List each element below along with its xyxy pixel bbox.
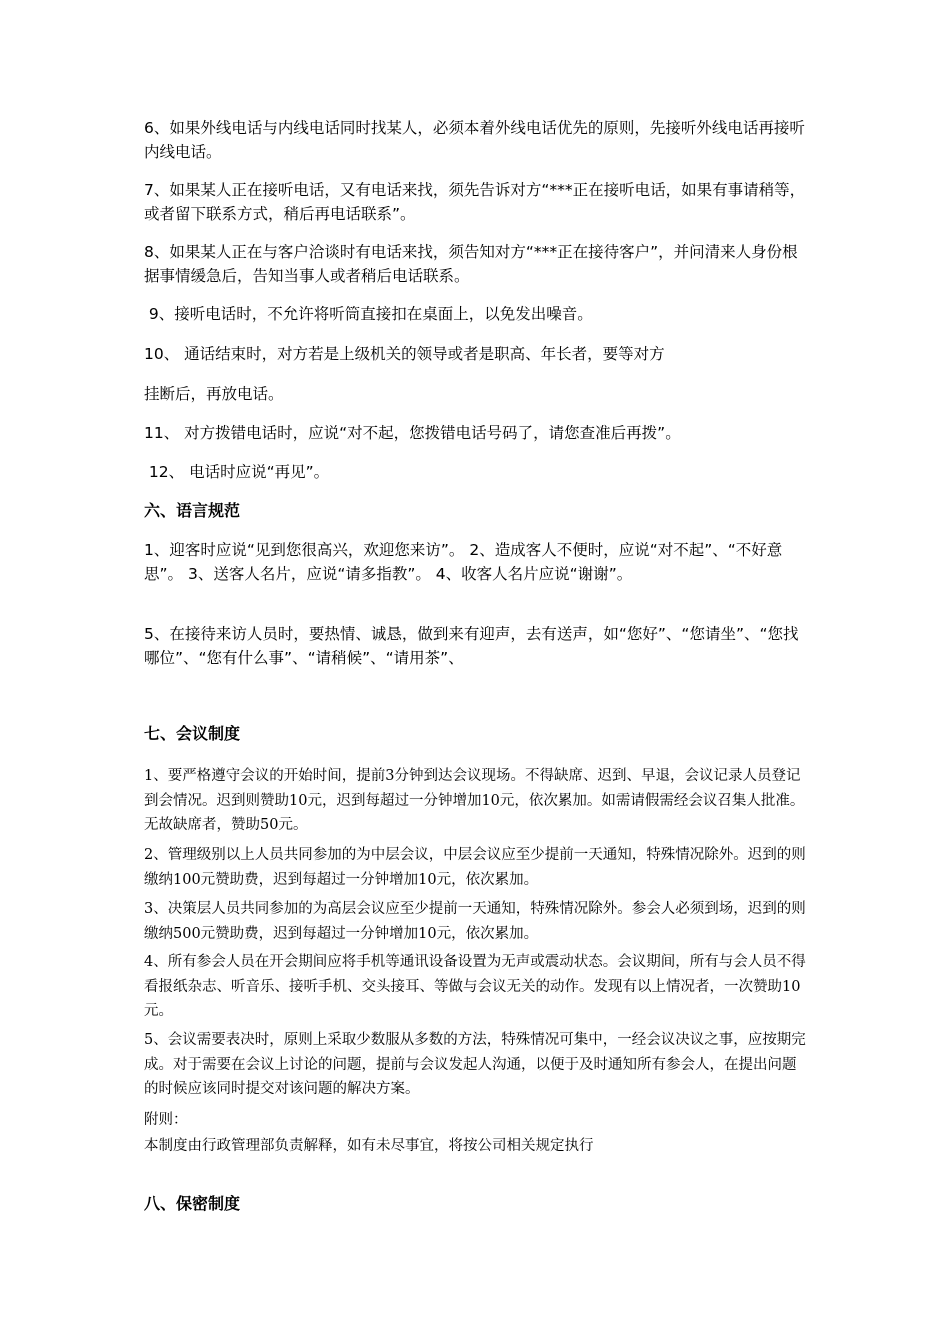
section-heading-language: 六、语言规范 xyxy=(144,501,241,520)
section-heading-confidentiality: 八、保密制度 xyxy=(144,1194,241,1213)
paragraph-meeting-5: 5、会议需要表决时，原则上采取少数服从多数的方法，特殊情况可集中，一经会议决议之事，应按期完成。对于需要在会议上讨论的问题，提前与会议发起人沟通，以便于及时通知所有参会人，在提出问题的时候应该同时提交对该问题的解决方案。 xyxy=(144,1032,806,1097)
paragraph-rule-12: 12、 电话时应说“再见”。 xyxy=(144,463,330,481)
paragraph-meeting-2: 2、管理级别以上人员共同参加的为中层会议，中层会议应至少提前一天通知，特殊情况除外。迟到的则缴纳100元赞助费，迟到每超过一分钟增加10元，依次累加。 xyxy=(144,847,806,888)
paragraph-rule-10: 10、 通话结束时，对方若是上级机关的领导或者是职高、年长者，要等对方 xyxy=(144,345,665,363)
paragraph-rule-8: 8、如果某人正在与客户洽谈时有电话来找，须告知对方“***正在接待客户”，并问清来人身份根据事情缓急后，告知当事人或者稍后电话联系。 xyxy=(144,243,798,285)
paragraph-meeting-4: 4、所有参会人员在开会期间应将手机等通讯设备设置为无声或震动状态。会议期间，所有与会人员不得看报纸杂志、听音乐、接听手机、交头接耳、等做与会议无关的动作。发现有以上情况者，一次赞助10元。 xyxy=(144,954,806,1019)
paragraph-rule-7: 7、如果某人正在接听电话，又有电话来找，须先告诉对方“***正在接听电话，如果有事请稍等，或者留下联系方式，稍后再电话联系”。 xyxy=(144,181,806,223)
paragraph-rule-9: 9、接听电话时，不允许将听筒直接扣在桌面上，以免发出噪音。 xyxy=(144,305,593,323)
paragraph-appendix-label: 附则： xyxy=(144,1112,188,1128)
paragraph-appendix-text: 本制度由行政管理部负责解释，如有未尽事宜，将按公司相关规定执行 xyxy=(144,1138,594,1154)
paragraph-rule-10-cont: 挂断后，再放电话。 xyxy=(144,385,284,403)
paragraph-meeting-3: 3、决策层人员共同参加的为高层会议应至少提前一天通知，特殊情况除外。参会人必须到场，迟到的则缴纳500元赞助费，迟到每超过一分钟增加10元，依次累加。 xyxy=(144,901,806,942)
paragraph-rule-6: 6、如果外线电话与内线电话同时找某人，必须本着外线电话优先的原则，先接听外线电话再接听内线电话。 xyxy=(144,119,805,161)
paragraph-rule-11: 11、 对方拨错电话时，应说“对不起，您拨错电话号码了，请您查准后再拨”。 xyxy=(144,424,681,442)
paragraph-meeting-1: 1、要严格遵守会议的开始时间，提前3分钟到达会议现场。不得缺席、迟到、早退，会议记录人员登记到会情况。迟到则赞助10元，迟到每超过一分钟增加10元，依次累加。如需请假需经会议召集人批准。无故缺席者，赞助50元。 xyxy=(144,768,805,833)
paragraph-language-5: 5、在接待来访人员时，要热情、诚恳，做到来有迎声，去有送声，如“您好”、“您请坐”、“您找哪位”、“您有什么事”、“请稍候”、“请用茶”、 xyxy=(144,625,799,667)
paragraph-language-1: 1、迎客时应说“见到您很高兴，欢迎您来访”。 2、造成客人不便时，应说“对不起”、“不好意思”。 3、送客人名片，应说“请多指教”。 4、收客人名片应说“谢谢”。 xyxy=(144,541,783,583)
section-heading-meeting: 七、会议制度 xyxy=(144,724,241,743)
